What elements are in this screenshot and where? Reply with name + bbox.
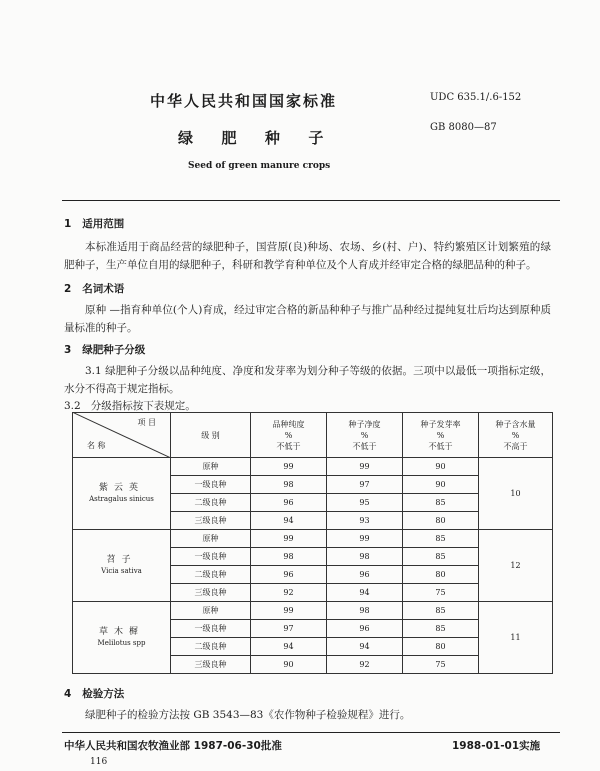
cleanliness-cell: 99 bbox=[327, 530, 403, 548]
table-row bbox=[73, 458, 553, 476]
germination-cell: 90 bbox=[403, 458, 479, 476]
grade-cell: 原种 bbox=[171, 530, 251, 548]
grade-cell: 二级良种 bbox=[171, 494, 251, 512]
standard-authority: 中华人民共和国国家标准 bbox=[150, 92, 338, 110]
crop-name-cell: 紫云英 Astragalus sinicus bbox=[73, 458, 171, 530]
germination-cell: 90 bbox=[403, 476, 479, 494]
purity-cell: 96 bbox=[251, 566, 327, 584]
footer-divider bbox=[62, 732, 560, 733]
cleanliness-cell: 92 bbox=[327, 656, 403, 674]
section-3-body: 3.1 绿肥种子分级以品种纯度、净度和发芽率为划分种子等级的依据。三项中以最低一项指标定级，水分不得高于规定指标。 bbox=[64, 365, 551, 395]
purity-cell: 98 bbox=[251, 476, 327, 494]
section-1-heading: 1 适用范围 bbox=[64, 218, 125, 230]
cleanliness-cell: 97 bbox=[327, 476, 403, 494]
germination-cell: 75 bbox=[403, 656, 479, 674]
section-3-2: 3.2 分级指标按下表规定。 bbox=[64, 400, 196, 412]
title-en: Seed of green manure crops bbox=[188, 161, 331, 171]
grade-cell: 一级良种 bbox=[171, 548, 251, 566]
section-3-heading: 3 绿肥种子分级 bbox=[64, 344, 146, 356]
section-2-body: 原种 —指育种单位(个人)育成，经过审定合格的新品种种子与推广品种经过提纯复壮后均达到原种质量标准的种子。 bbox=[64, 304, 551, 334]
germination-cell: 75 bbox=[403, 584, 479, 602]
cleanliness-cell: 95 bbox=[327, 494, 403, 512]
column-header: 种子净度 % 不低于 bbox=[327, 413, 403, 458]
corner-name-label: 名 称 bbox=[87, 441, 106, 450]
grade-cell: 二级良种 bbox=[171, 566, 251, 584]
purity-cell: 94 bbox=[251, 638, 327, 656]
approval-line: 中华人民共和国农牧渔业部 1987-06-30批准 bbox=[64, 740, 282, 752]
purity-cell: 99 bbox=[251, 458, 327, 476]
grade-cell: 原种 bbox=[171, 602, 251, 620]
effective-date: 1988-01-01实施 bbox=[452, 740, 541, 752]
moisture-cell: 10 bbox=[479, 458, 553, 530]
corner-item-label: 项 目 bbox=[137, 418, 156, 427]
cleanliness-cell: 96 bbox=[327, 566, 403, 584]
purity-cell: 97 bbox=[251, 620, 327, 638]
grade-cell: 一级良种 bbox=[171, 476, 251, 494]
table-row bbox=[73, 602, 553, 620]
section-1-body: 本标准适用于商品经营的绿肥种子，国营原(良)种场、农场、乡(村、户)、特约繁殖区计划繁殖的绿肥种子，生产单位自用的绿肥种子，科研和教学育种单位及个人育成并经审定合格的绿肥品种的种子。 bbox=[64, 241, 551, 271]
grade-cell: 二级良种 bbox=[171, 638, 251, 656]
moisture-cell: 12 bbox=[479, 530, 553, 602]
gb-number: GB 8080—87 bbox=[430, 122, 497, 133]
germination-cell: 80 bbox=[403, 512, 479, 530]
grade-header: 级 别 bbox=[171, 413, 251, 458]
germination-cell: 85 bbox=[403, 548, 479, 566]
cleanliness-cell: 93 bbox=[327, 512, 403, 530]
udc-code: UDC 635.1/.6-152 bbox=[430, 92, 522, 103]
cleanliness-cell: 98 bbox=[327, 602, 403, 620]
crop-name-cell: 草木樨 Melilotus spp bbox=[73, 602, 171, 674]
purity-cell: 90 bbox=[251, 656, 327, 674]
header-divider bbox=[62, 200, 560, 201]
grade-cell: 三级良种 bbox=[171, 584, 251, 602]
germination-cell: 85 bbox=[403, 602, 479, 620]
germination-cell: 80 bbox=[403, 566, 479, 584]
title-cn: 绿 肥 种 子 bbox=[178, 129, 330, 147]
germination-cell: 85 bbox=[403, 530, 479, 548]
purity-cell: 92 bbox=[251, 584, 327, 602]
section-4-body: 绿肥种子的检验方法按 GB 3543—83《农作物种子检验规程》进行。 bbox=[85, 709, 411, 721]
purity-cell: 99 bbox=[251, 530, 327, 548]
corner-diagonal bbox=[72, 412, 171, 458]
column-header: 种子含水量 % 不高于 bbox=[479, 413, 553, 458]
cleanliness-cell: 98 bbox=[327, 548, 403, 566]
germination-cell: 85 bbox=[403, 494, 479, 512]
purity-cell: 96 bbox=[251, 494, 327, 512]
purity-cell: 99 bbox=[251, 602, 327, 620]
crop-name-cell: 苕子 Vicia sativa bbox=[73, 530, 171, 602]
column-header: 种子发芽率 % 不低于 bbox=[403, 413, 479, 458]
cleanliness-cell: 94 bbox=[327, 638, 403, 656]
section-2-heading: 2 名词术语 bbox=[64, 283, 125, 295]
column-header: 品种纯度 % 不低于 bbox=[251, 413, 327, 458]
purity-cell: 94 bbox=[251, 512, 327, 530]
germination-cell: 85 bbox=[403, 620, 479, 638]
cleanliness-cell: 96 bbox=[327, 620, 403, 638]
table-row bbox=[73, 530, 553, 548]
grade-cell: 三级良种 bbox=[171, 512, 251, 530]
cleanliness-cell: 94 bbox=[327, 584, 403, 602]
moisture-cell: 11 bbox=[479, 602, 553, 674]
grade-cell: 原种 bbox=[171, 458, 251, 476]
page-number: 116 bbox=[90, 757, 108, 767]
purity-cell: 98 bbox=[251, 548, 327, 566]
cleanliness-cell: 99 bbox=[327, 458, 403, 476]
grade-cell: 三级良种 bbox=[171, 656, 251, 674]
grade-cell: 一级良种 bbox=[171, 620, 251, 638]
germination-cell: 80 bbox=[403, 638, 479, 656]
section-4-heading: 4 检验方法 bbox=[64, 688, 125, 700]
